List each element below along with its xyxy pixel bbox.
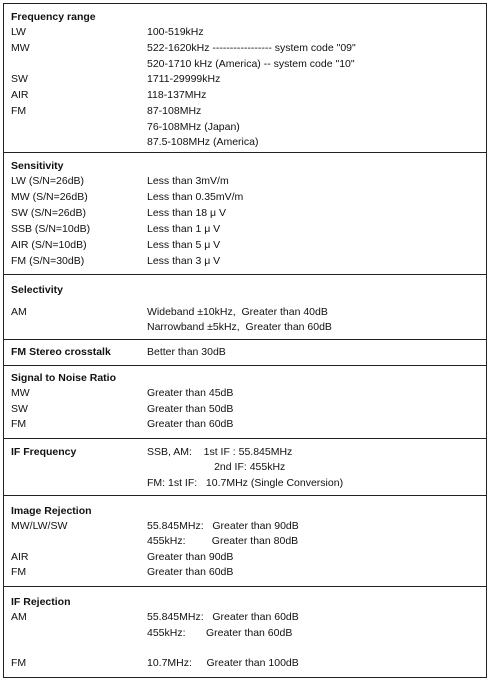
row-value: 55.845MHz: Greater than 90dB bbox=[147, 520, 299, 532]
row-label: AM bbox=[11, 611, 27, 623]
row-value: 118-137MHz bbox=[147, 89, 207, 101]
section-if-frequency bbox=[4, 438, 486, 496]
row-value: 455kHz: Greater than 80dB bbox=[147, 535, 299, 547]
row-value: Less than 0.35mV/m bbox=[147, 191, 244, 203]
row-value: Less than 5 μ V bbox=[147, 239, 221, 251]
row-label: MW bbox=[11, 387, 30, 399]
section-header: IF Frequency bbox=[11, 446, 77, 458]
section-header: Frequency range bbox=[11, 11, 96, 23]
section-signal-to-noise-ratio bbox=[4, 365, 486, 439]
row-value: 2nd IF: 455kHz bbox=[147, 461, 286, 473]
row-value: FM: 1st IF: 10.7MHz (Single Conversion) bbox=[147, 477, 344, 489]
row-value: 87-108MHz bbox=[147, 105, 202, 117]
row-label: SW bbox=[11, 73, 28, 85]
row-label: MW (S/N=26dB) bbox=[11, 191, 88, 203]
row-label: FM bbox=[11, 105, 27, 117]
row-value: 455kHz: Greater than 60dB bbox=[147, 627, 293, 639]
row-value: Greater than 50dB bbox=[147, 403, 234, 415]
section-frequency-range bbox=[4, 4, 486, 152]
row-label: AM bbox=[11, 306, 27, 318]
row-label: MW bbox=[11, 42, 30, 54]
row-label: FM bbox=[11, 418, 27, 430]
row-value: SSB, AM: 1st IF : 55.845MHz bbox=[147, 446, 293, 458]
section-header: Selectivity bbox=[11, 284, 63, 296]
section-header: Image Rejection bbox=[11, 505, 92, 517]
row-value: Greater than 60dB bbox=[147, 418, 234, 430]
row-value: Less than 3 μ V bbox=[147, 255, 221, 267]
section-header: Signal to Noise Ratio bbox=[11, 372, 117, 384]
section-fm-stereo-crosstalk bbox=[4, 339, 486, 366]
row-label: AIR (S/N=10dB) bbox=[11, 239, 87, 251]
section-sensitivity bbox=[4, 152, 486, 275]
row-value: 520-1710 kHz (America) -- system code "10" bbox=[147, 58, 355, 70]
row-value: Narrowband ±5kHz, Greater than 60dB bbox=[147, 321, 332, 333]
row-value: 100-519kHz bbox=[147, 26, 204, 38]
row-value: Greater than 45dB bbox=[147, 387, 234, 399]
row-value: 522-1620kHz ----------------- system code "09" bbox=[147, 42, 356, 54]
row-value: 10.7MHz: Greater than 100dB bbox=[147, 657, 299, 669]
row-label: LW bbox=[11, 26, 26, 38]
row-value: Greater than 90dB bbox=[147, 551, 234, 563]
row-value: Less than 1 μ V bbox=[147, 223, 221, 235]
section-header: Sensitivity bbox=[11, 160, 64, 172]
row-label: SW (S/N=26dB) bbox=[11, 207, 86, 219]
section-if-rejection bbox=[4, 586, 486, 680]
section-selectivity bbox=[4, 274, 486, 340]
row-value: 55.845MHz: Greater than 60dB bbox=[147, 611, 299, 623]
row-value: Wideband ±10kHz, Greater than 40dB bbox=[147, 306, 328, 318]
row-value: Less than 18 μ V bbox=[147, 207, 227, 219]
row-label: SSB (S/N=10dB) bbox=[11, 223, 91, 235]
row-value: 76-108MHz (Japan) bbox=[147, 121, 240, 133]
section-header: IF Rejection bbox=[11, 596, 71, 608]
specifications-table bbox=[3, 3, 487, 678]
row-label: MW/LW/SW bbox=[11, 520, 68, 532]
row-value: Greater than 60dB bbox=[147, 566, 234, 578]
row-value: Better than 30dB bbox=[147, 346, 226, 358]
row-label: FM bbox=[11, 566, 27, 578]
row-value: 1711-29999kHz bbox=[147, 73, 221, 85]
section-header: FM Stereo crosstalk bbox=[11, 346, 111, 358]
row-label: SW bbox=[11, 403, 28, 415]
row-value: Less than 3mV/m bbox=[147, 175, 229, 187]
row-label: LW (S/N=26dB) bbox=[11, 175, 85, 187]
row-label: AIR bbox=[11, 551, 29, 563]
row-label: AIR bbox=[11, 89, 29, 101]
row-label: FM bbox=[11, 657, 27, 669]
section-image-rejection bbox=[4, 495, 486, 587]
row-label: FM (S/N=30dB) bbox=[11, 255, 85, 267]
row-value: 87.5-108MHz (America) bbox=[147, 136, 259, 148]
